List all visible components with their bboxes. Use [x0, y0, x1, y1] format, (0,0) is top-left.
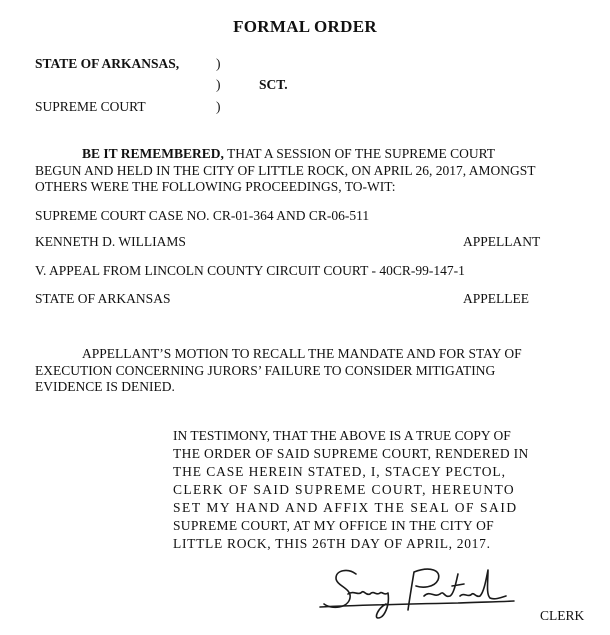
caption-paren-1: ): [216, 56, 221, 71]
document-title: FORMAL ORDER: [233, 17, 377, 36]
appeal-line: V. APPEAL FROM LINCOLN COUNTY CIRCUIT COURT - 40CR-99-147-1: [35, 263, 465, 278]
caption-state: STATE OF ARKANSAS,: [35, 56, 180, 71]
caption-sct: SCT.: [259, 77, 288, 92]
caption-paren-2: ): [216, 77, 221, 92]
testimony-line6: SUPREME COURT, AT MY OFFICE IN THE CITY OF: [173, 518, 494, 533]
remembered-paragraph: [35, 146, 536, 196]
motion-paragraph: [35, 346, 522, 396]
testimony-paragraph: [173, 427, 529, 553]
appellee-name: STATE OF ARKANSAS: [35, 291, 171, 306]
caption-paren-3: ): [216, 99, 221, 114]
appellant-role: APPELLANT: [463, 234, 541, 249]
caption-court: SUPREME COURT: [35, 99, 146, 114]
remembered-line3: OTHERS WERE THE FOLLOWING PROCEEDINGS, TO-WIT:: [35, 179, 396, 194]
case-number: SUPREME COURT CASE NO. CR-01-364 AND CR-06-511: [35, 208, 370, 223]
motion-line1: APPELLANT’S MOTION TO RECALL THE MANDATE AND FOR STAY OF: [82, 346, 522, 361]
testimony-line1: IN TESTIMONY, THAT THE ABOVE IS A TRUE COPY OF: [173, 428, 511, 443]
motion-line3: EVIDENCE IS DENIED.: [35, 379, 175, 394]
clerk-signature: [318, 560, 518, 630]
appellee-role: APPELLEE: [463, 291, 529, 306]
testimony-line2: THE ORDER OF SAID SUPREME COURT, RENDERED IN: [173, 446, 529, 461]
clerk-label: CLERK: [540, 608, 585, 623]
testimony-line4: CLERK OF SAID SUPREME COURT, HEREUNTO: [173, 482, 515, 497]
remembered-line2: BEGUN AND HELD IN THE CITY OF LITTLE ROCK, ON APRIL 26, 2017, AMONGST: [35, 162, 536, 178]
remembered-line1: THAT A SESSION OF THE SUPREME COURT: [223, 146, 496, 161]
testimony-line3: THE CASE HEREIN STATED, I, STACEY PECTOL,: [173, 464, 506, 479]
appellant-name: KENNETH D. WILLIAMS: [35, 234, 186, 249]
remembered-lead: BE IT REMEMBERED,: [82, 146, 224, 161]
testimony-line5: SET MY HAND AND AFFIX THE SEAL OF SAID: [173, 500, 518, 515]
testimony-line7: LITTLE ROCK, THIS 26TH DAY OF APRIL, 2017.: [173, 536, 491, 551]
motion-line2: EXECUTION CONCERNING JURORS’ FAILURE TO CONSIDER MITIGATING: [35, 362, 496, 378]
